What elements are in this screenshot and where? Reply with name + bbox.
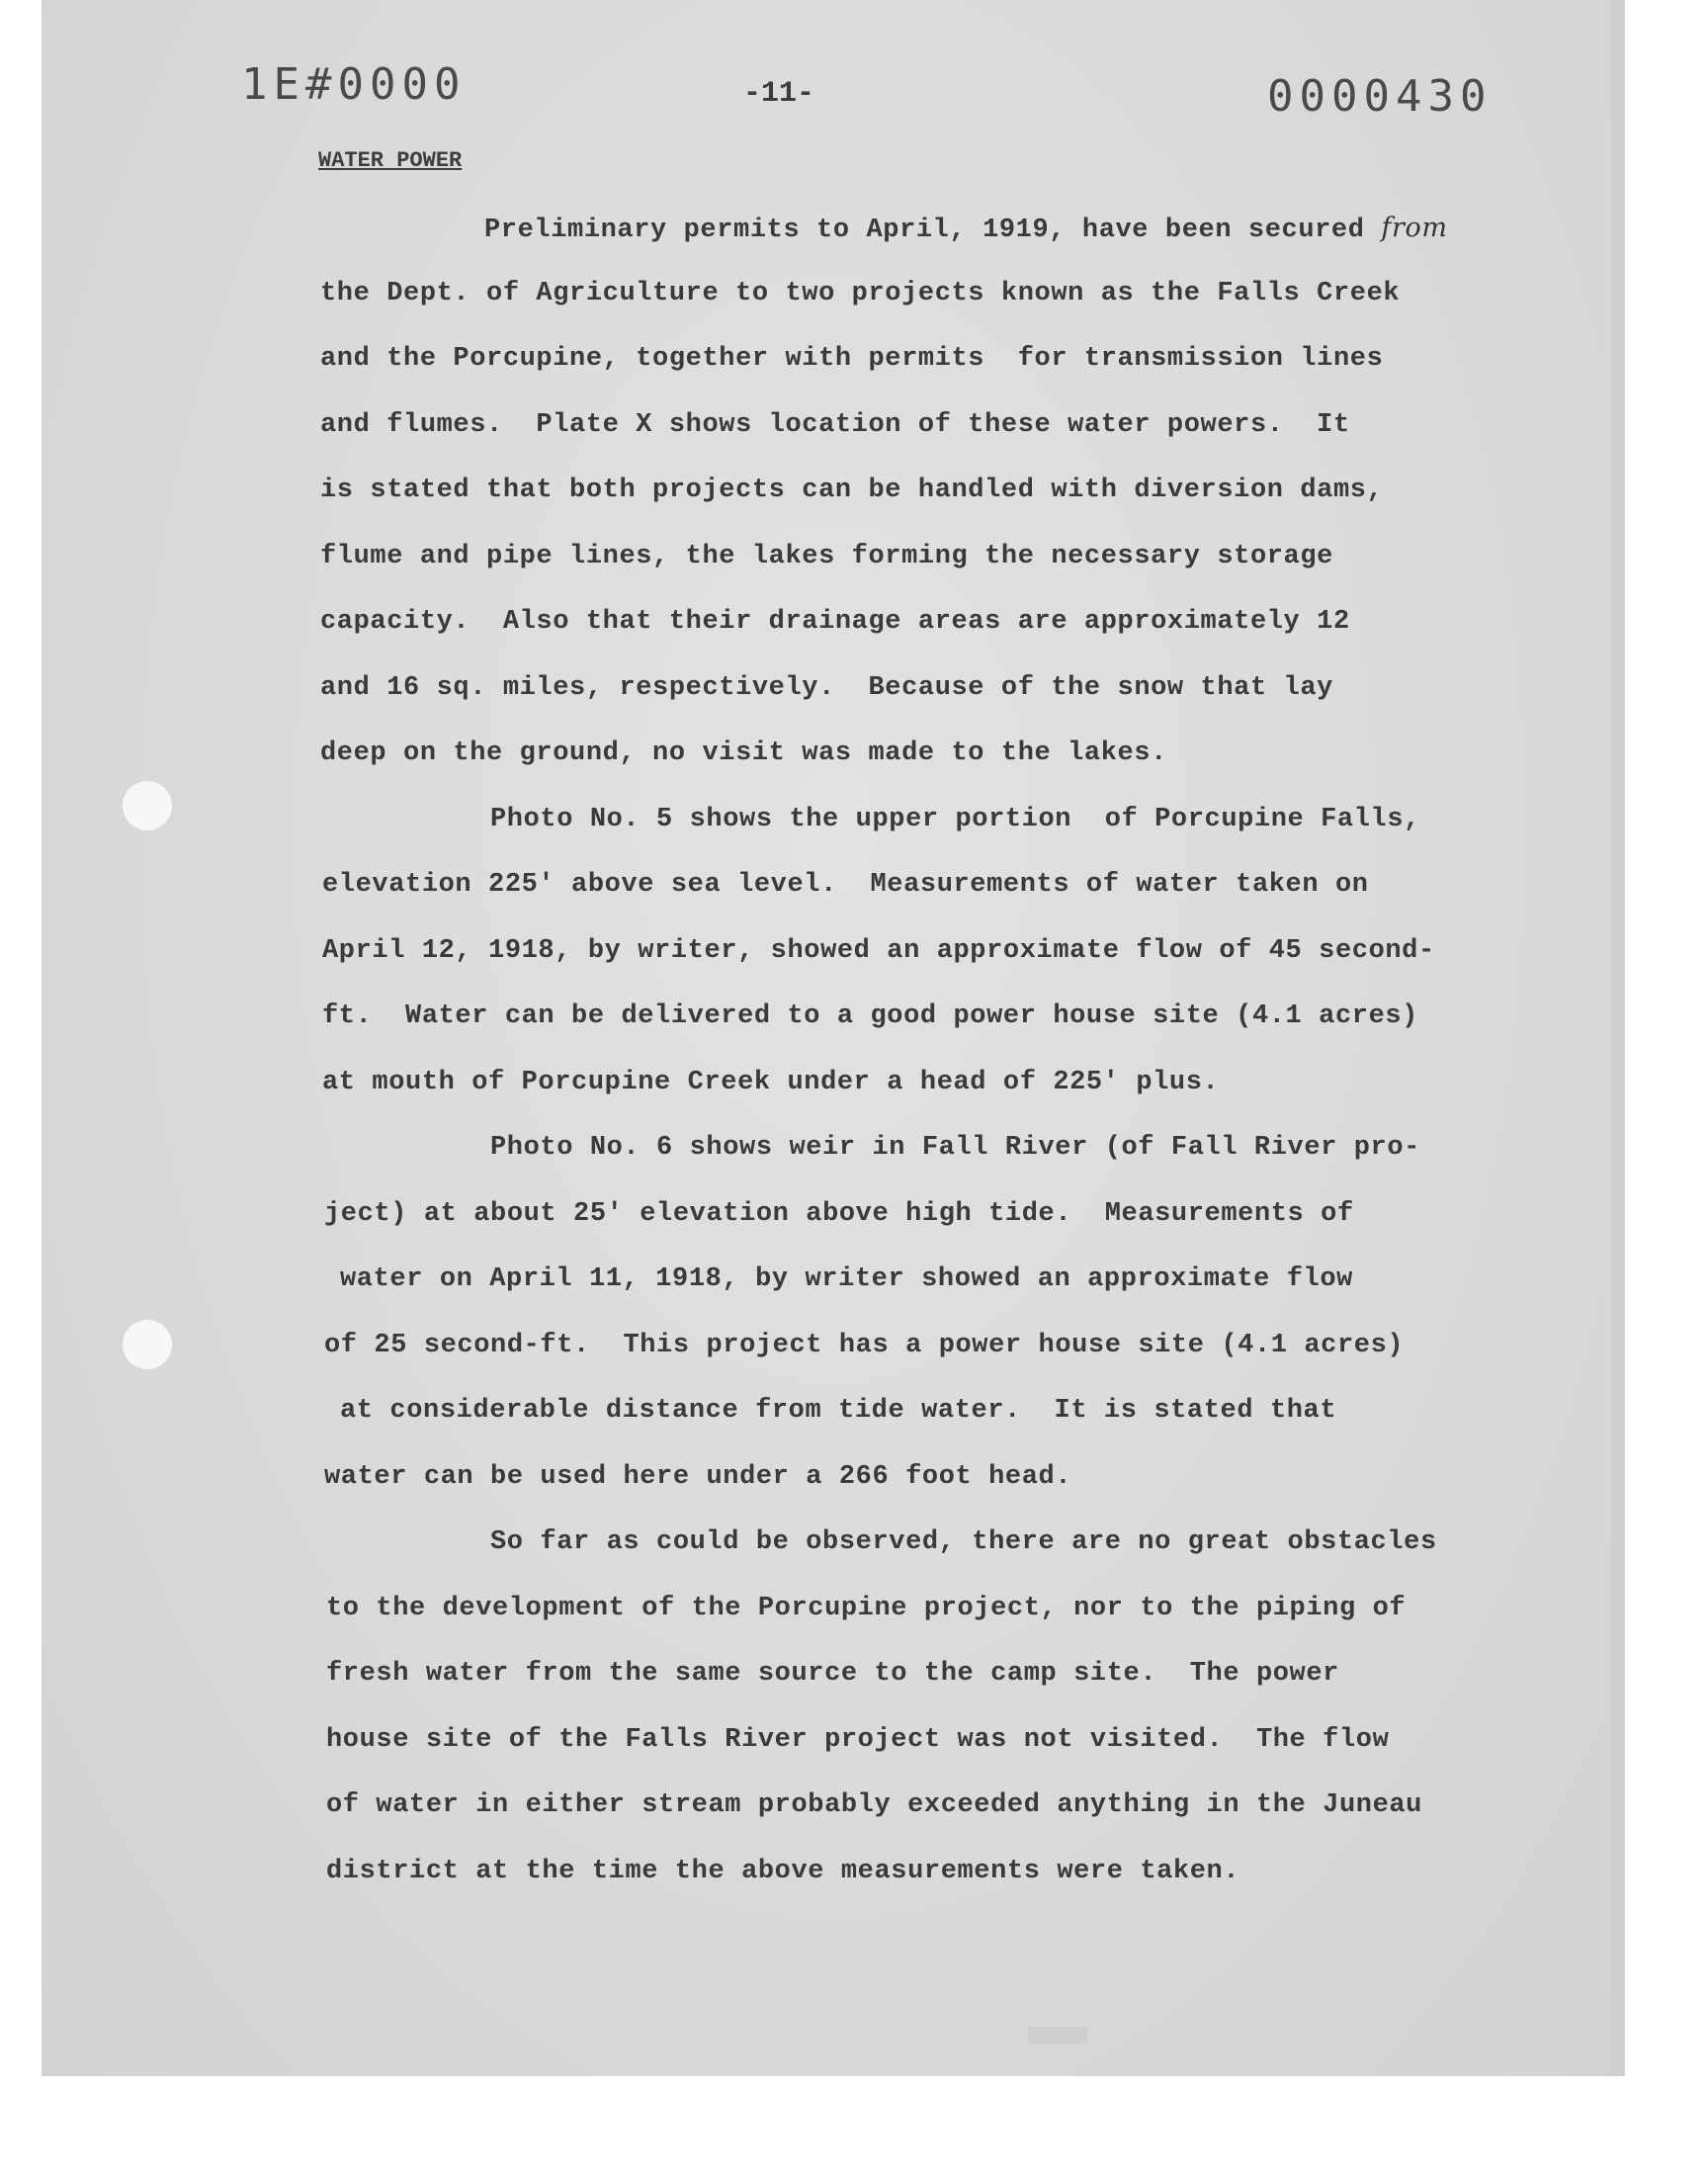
text-line: Photo No. 5 shows the upper portion of Porcupine Falls, (490, 805, 1420, 834)
text-line: water on April 11, 1918, by writer showed an approximate flow (340, 1264, 1353, 1294)
text-line: capacity. Also that their drainage areas are approximately 12 (320, 607, 1350, 637)
handwritten-annotation: from (1381, 213, 1448, 243)
page-number: -11- (743, 77, 815, 111)
text-line: to the development of the Porcupine project, nor to the piping of (326, 1594, 1407, 1623)
text-line: and the Porcupine, together with permits for transmission lines (320, 344, 1384, 374)
text-line: ject) at about 25' elevation above high tide. Measurements of (324, 1199, 1354, 1229)
text-line: flume and pipe lines, the lakes forming the necessary storage (320, 542, 1333, 571)
text-line: at mouth of Porcupine Creek under a head of 225' plus. (322, 1068, 1220, 1097)
scan-smudge (1028, 2027, 1087, 2044)
text-line: is stated that both projects can be handled with diversion dams, (320, 476, 1384, 505)
text-line: of 25 second-ft. This project has a power house site (4.1 acres) (324, 1331, 1405, 1360)
text-line: of water in either stream probably exceeded anything in the Juneau (326, 1790, 1422, 1820)
stamp-left: 1E#0000 (241, 59, 467, 110)
text-line: ft. Water can be delivered to a good power house site (4.1 acres) (322, 1001, 1418, 1031)
section-heading: WATER POWER (318, 148, 463, 173)
text-line: April 12, 1918, by writer, showed an approximate flow of 45 second- (322, 936, 1435, 966)
text-line: district at the time the above measurements were taken. (326, 1857, 1240, 1886)
text-line: and flumes. Plate X shows location of these water powers. It (320, 410, 1350, 440)
stamp-right: 0000430 (1267, 71, 1493, 122)
text-line: fresh water from the same source to the camp site. The power (326, 1659, 1339, 1689)
text-line: Preliminary permits to April, 1919, have been secured from (484, 213, 1448, 245)
page-edge-shadow (1611, 0, 1625, 2076)
text-line: elevation 225' above sea level. Measurements of water taken on (322, 870, 1369, 900)
text-line: house site of the Falls River project was not visited. The flow (326, 1725, 1390, 1755)
text-line: and 16 sq. miles, respectively. Because of the snow that lay (320, 673, 1333, 703)
text-line: the Dept. of Agriculture to two projects known as the Falls Creek (320, 279, 1401, 308)
scanned-page (42, 0, 1625, 2076)
text-line: Photo No. 6 shows weir in Fall River (of Fall River pro- (490, 1133, 1420, 1163)
text-line: water can be used here under a 266 foot head. (324, 1462, 1072, 1492)
text-line: deep on the ground, no visit was made to the lakes. (320, 739, 1167, 768)
text-line: So far as could be observed, there are no great obstacles (490, 1527, 1437, 1557)
text-line: at considerable distance from tide water. It is stated that (340, 1396, 1337, 1426)
punch-hole-top (123, 781, 172, 830)
punch-hole-bottom (123, 1320, 172, 1369)
